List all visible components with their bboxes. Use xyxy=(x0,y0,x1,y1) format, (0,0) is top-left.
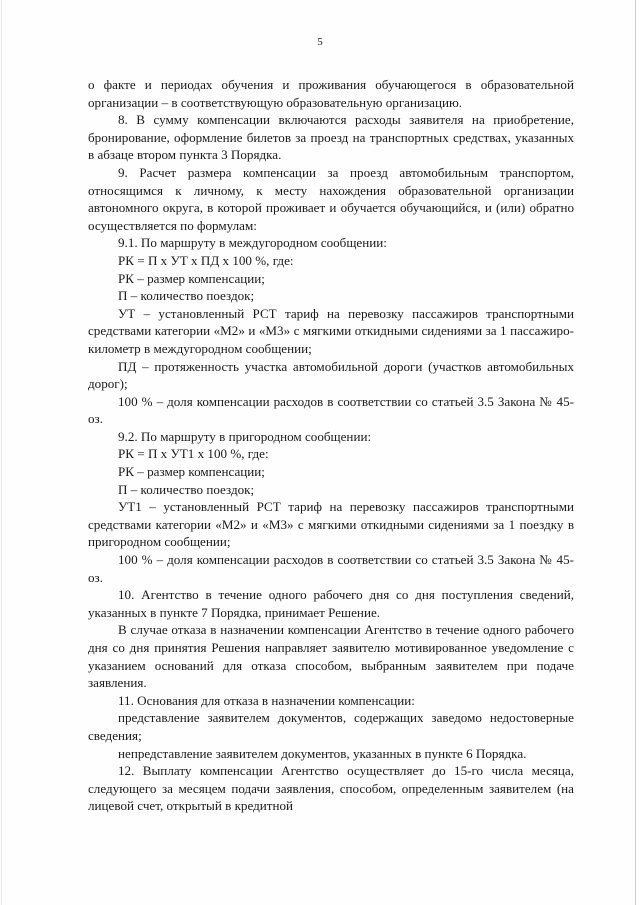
paragraph-item-8: 8. В сумму компенсации включаются расходы заявителя на приобретение, бронирование, оформление билетов за проезд на транспортных средствах, указанных в абзаце втором пункта 3 Порядка. xyxy=(88,112,574,163)
paragraph-item-12: 12. Выплату компенсации Агентство осуществляет до 15-го числа месяца, следующего за месяцем подачи заявления, способом, определенным заявителем (на лицевой счет, открытый в кредитной xyxy=(88,763,574,814)
paragraph-item-9: 9. Расчет размера компенсации за проезд автомобильным транспортом, относящимся к личному, к месту нахождения образовательной организации автономного округа, в которой проживает и обучается обучающийся, и (или) обратно осуществляется по формулам: xyxy=(88,164,574,233)
paragraph-item-9-2: 9.2. По маршруту в пригородном сообщении: xyxy=(118,428,372,444)
formula-intercity: РК = П х УТ х ПД х 100 %, где: xyxy=(118,252,294,268)
paragraph-item-10: 10. Агентство в течение одного рабочего дня со дня поступления сведений, указанных в пункте 7 Порядка, принимает Решение. xyxy=(88,587,574,620)
scan-edge-left xyxy=(1,0,2,905)
definition-percent-2: 100 % – доля компенсации расходов в соответствии со статьей 3.5 Закона № 45-оз. xyxy=(88,552,574,585)
definition-pd: ПД – протяженность участка автомобильной дороги (участков автомобильных дорог); xyxy=(88,358,574,392)
document-body xyxy=(88,76,574,815)
page-number: 5 xyxy=(317,36,323,48)
paragraph-item-11: 11. Основания для отказа в назначении компенсации: xyxy=(118,692,415,708)
paragraph-refusal-notice: В случае отказа в назначении компенсации Агентство в течение одного рабочего дня со дня принятия Решения направляет заявителю мотивированное уведомление с указанием оснований для отказа способом, выбранным заявителем при подаче заявления. xyxy=(88,622,574,691)
definition-ut1: УТ1 – установленный РСТ тариф на перевозку пассажиров транспортными средствами категории «М2» и «М3» с мягкими откидными сидениями за 1 поездку в пригородном сообщении; xyxy=(88,499,574,550)
formula-suburban: РК = П х УТ1 х 100 %, где: xyxy=(118,446,269,462)
refusal-reason-2: непредставление заявителем документов, указанных в пункте 6 Порядка. xyxy=(118,745,527,761)
definition-p: П – количество поездок; xyxy=(118,288,255,304)
refusal-reason-1: представление заявителем документов, содержащих заведомо недостоверные сведения; xyxy=(88,710,574,743)
paragraph-continuation: о факте и периодах обучения и проживания обучающегося в образовательной организации – в соответствующую образовательную организацию. xyxy=(88,77,574,110)
definition-rk-2: РК – размер компенсации; xyxy=(118,464,265,480)
definition-rk: РК – размер компенсации; xyxy=(118,270,265,286)
definition-p-2: П – количество поездок; xyxy=(118,481,255,497)
scan-edge-right xyxy=(635,0,636,905)
definition-percent: 100 % – доля компенсации расходов в соответствии со статьей 3.5 Закона № 45-оз. xyxy=(88,393,574,427)
definition-ut: УТ – установленный РСТ тариф на перевозку пассажиров транспортными средствами категории «М2» и «М3» с мягкими откидными сидениями за 1 пассажиро-километр в междугородном сообщении; xyxy=(88,305,574,356)
paragraph-item-9-1: 9.1. По маршруту в междугородном сообщении: xyxy=(118,235,387,251)
